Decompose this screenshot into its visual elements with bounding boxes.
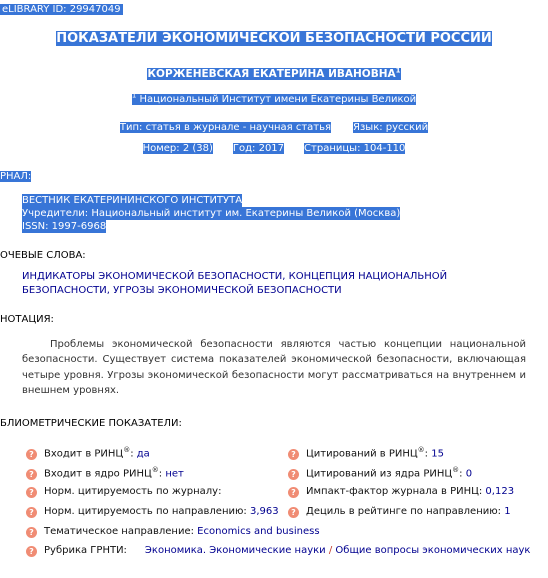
bib-row-right-3: [288, 506, 511, 518]
bibliometrics-heading: БЛИОМЕТРИЧЕСКИЕ ПОКАЗАТЕЛИ:: [0, 418, 182, 429]
bib-label: Норм. цитируемость по направлению:: [44, 506, 247, 517]
bib-row-left-1: [26, 466, 184, 480]
meta-year: Год: 2017: [232, 143, 285, 154]
bib-value: нет: [165, 468, 184, 480]
bib-label: Входит в ядро РИНЦ: [44, 468, 152, 480]
article-title-text: ПОКАЗАТЕЛИ ЭКОНОМИЧЕСКОЙ БЕЗОПАСНОСТИ РОССИИ: [56, 31, 492, 46]
thematic-row: [26, 526, 320, 538]
bib-value: 0: [465, 468, 473, 480]
journal-name[interactable]: ВЕСТНИК ЕКАТЕРИНИНСКОГО ИНСТИТУТА: [22, 195, 243, 206]
bib-row-right-2: [288, 486, 514, 498]
help-icon[interactable]: ?: [26, 449, 37, 460]
annotation-text: [22, 337, 526, 398]
help-icon[interactable]: ?: [288, 469, 299, 480]
help-icon[interactable]: ?: [26, 469, 37, 480]
bib-label: Норм. цитируемость по журналу:: [44, 486, 222, 497]
bib-label: Цитирований из ядра РИНЦ: [306, 468, 453, 480]
bib-separator: :: [158, 468, 166, 480]
keywords-heading: ОЧЕВЫЕ СЛОВА:: [0, 250, 86, 261]
bib-value: 1: [504, 506, 511, 517]
registered-mark: ®: [452, 466, 460, 474]
meta-type: Тип: статья в журнале - научная статья: [119, 122, 332, 133]
thematic-label: Тематическое направление:: [44, 526, 194, 537]
affiliation-selection[interactable]: [132, 94, 416, 105]
meta-language: Язык: русский: [353, 122, 429, 133]
meta-line-2: [0, 143, 548, 154]
author-name: КОРЖЕНЕВСКАЯ ЕКАТЕРИНА ИВАНОВНА: [147, 67, 396, 80]
bib-label: Цитирований в РИНЦ: [306, 448, 418, 460]
help-icon[interactable]: ?: [26, 546, 37, 557]
journal-block: [22, 194, 400, 233]
bib-row-right-0: [288, 446, 444, 460]
elibrary-id: eLIBRARY ID: 29947049: [2, 4, 121, 15]
bib-row-left-0: [26, 446, 150, 460]
bib-value: 0,123: [485, 486, 515, 497]
bib-row-left-3: [26, 506, 279, 518]
help-icon[interactable]: ?: [288, 487, 299, 498]
bib-row-left-2: [26, 486, 221, 498]
bib-label: Дециль в рейтинге по направлению:: [306, 506, 502, 517]
help-icon[interactable]: ?: [26, 487, 37, 498]
meta-number: Номер: 2 (38): [142, 143, 213, 154]
annotation-heading: НОТАЦИЯ:: [0, 314, 54, 325]
help-icon[interactable]: ?: [288, 507, 299, 518]
bib-row-right-1: [288, 466, 472, 480]
bib-separator: :: [424, 448, 432, 460]
bib-label: Входит в РИНЦ: [44, 448, 124, 460]
grnti-label: Рубрика ГРНТИ:: [44, 545, 127, 556]
help-icon[interactable]: ?: [26, 527, 37, 538]
annotation-paragraph: Проблемы экономической безопасности являются частью концепции национальной безопасности. Существует система показателей экономической безопасности, включающая четыре уровня. Угрозы экономической безопасности могут рассматриваться на внутреннем и внешнем уровнях.: [22, 339, 526, 396]
registered-mark: ®: [417, 446, 425, 454]
help-icon[interactable]: ?: [26, 507, 37, 518]
grnti-separator: /: [325, 545, 336, 556]
author-name-selection[interactable]: [147, 68, 400, 80]
affiliation: [0, 92, 548, 105]
bib-value: 3,963: [249, 506, 279, 517]
bib-value: да: [136, 448, 150, 460]
thematic-link[interactable]: Economics and business: [197, 526, 320, 537]
keywords-list[interactable]: ИНДИКАТОРЫ ЭКОНОМИЧЕСКОЙ БЕЗОПАСНОСТИ, КОНЦЕПЦИЯ НАЦИОНАЛЬНОЙ БЕЗОПАСНОСТИ, УГРОЗЫ ЭКОНОМИЧЕСКОЙ БЕЗОПАСНОСТИ: [22, 271, 448, 296]
grnti-link-general[interactable]: Общие вопросы экономических наук: [335, 545, 531, 556]
meta-line-1: [0, 122, 548, 133]
registered-mark: ®: [151, 466, 159, 474]
grnti-link-economics[interactable]: Экономика. Экономические науки: [144, 545, 326, 556]
journal-issn: ISSN: 1997-6968: [22, 221, 107, 232]
grnti-row: [26, 545, 530, 557]
journal-heading: РНАЛ:: [0, 171, 32, 182]
author: [0, 66, 548, 80]
bib-separator: :: [459, 468, 466, 480]
meta-pages: Страницы: 104-110: [304, 143, 406, 154]
article-title: [0, 31, 548, 46]
bib-value: 15: [431, 448, 444, 460]
affiliation-sup: 1: [131, 92, 137, 100]
bib-label: Импакт-фактор журнала в РИНЦ:: [306, 486, 483, 497]
journal-founders: Учредители: Национальный институт им. Екатерины Великой (Москва): [22, 208, 401, 219]
registered-mark: ®: [123, 446, 131, 454]
help-icon[interactable]: ?: [288, 449, 299, 460]
affiliation-name: Национальный Институт имени Екатерины Великой: [139, 94, 417, 106]
author-sup: 1: [395, 66, 401, 74]
bib-separator: :: [130, 448, 137, 460]
